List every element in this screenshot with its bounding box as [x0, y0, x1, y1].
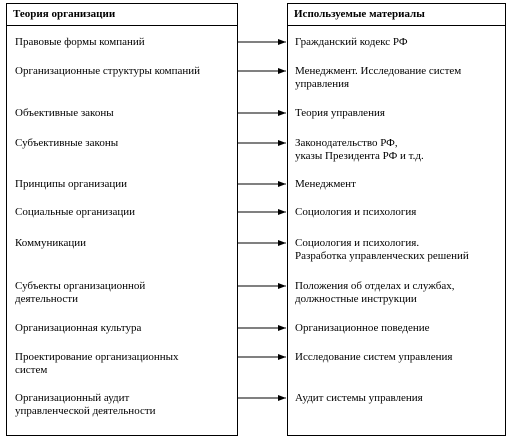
material-item — [295, 36, 501, 49]
theory-item — [15, 65, 233, 78]
material-item-line: Социология и психология. — [295, 237, 420, 249]
theory-item-line: Правовые формы компаний — [15, 36, 145, 48]
material-item-line: Исследование систем управления — [295, 351, 453, 363]
theory-item-line: Объективные законы — [15, 107, 114, 119]
material-item-line: Аудит системы управления — [295, 392, 423, 404]
material-item — [295, 178, 501, 191]
material-item-line: Менеджмент — [295, 178, 356, 190]
material-item — [295, 237, 501, 263]
theory-item-line: систем — [15, 364, 48, 376]
material-item-line: Организационное поведение — [295, 322, 430, 334]
material-item-line: указы Президента РФ и т.д. — [295, 150, 424, 162]
theory-item-line: Принципы организации — [15, 178, 128, 190]
theory-column — [6, 3, 238, 436]
material-item-line: управления — [295, 78, 350, 90]
material-item — [295, 206, 501, 219]
material-item — [295, 322, 501, 335]
material-item — [295, 280, 501, 306]
theory-item-line: Проектирование организационных — [15, 351, 179, 363]
material-item — [295, 137, 501, 163]
material-item-line: Менеджмент. Исследование систем — [295, 65, 462, 77]
material-item-line: Социология и психология — [295, 206, 417, 218]
theory-item — [15, 206, 233, 219]
material-item-line: Положения об отделах и службах, — [295, 280, 455, 292]
materials-column — [287, 3, 506, 436]
theory-item — [15, 36, 233, 49]
material-item — [295, 107, 501, 120]
material-item — [295, 65, 501, 91]
theory-item-line: управленческой деятельности — [15, 405, 156, 417]
theory-item-line: Субъекты организационной — [15, 280, 146, 292]
theory-item — [15, 322, 233, 335]
theory-item-line: Организационные структуры компаний — [15, 65, 201, 77]
theory-item-line: Организационный аудит — [15, 392, 130, 404]
material-item-line: Гражданский кодекс РФ — [295, 36, 408, 48]
material-item-line: Теория управления — [295, 107, 385, 119]
theory-item — [15, 137, 233, 150]
theory-item — [15, 107, 233, 120]
theory-item-line: Социальные организации — [15, 206, 136, 218]
theory-item-line: Организационная культура — [15, 322, 142, 334]
theory-item — [15, 392, 233, 418]
right-column-header: Используемые материалы — [288, 4, 505, 26]
left-column-header: Теория организации — [7, 4, 237, 26]
theory-item — [15, 280, 233, 306]
material-item-line: должностные инструкции — [295, 293, 417, 305]
material-item — [295, 392, 501, 405]
theory-item — [15, 237, 233, 250]
theory-item — [15, 178, 233, 191]
theory-item-line: Коммуникации — [15, 237, 86, 249]
theory-item-line: деятельности — [15, 293, 78, 305]
material-item — [295, 351, 501, 364]
material-item-line: Законодательство РФ, — [295, 137, 398, 149]
theory-item — [15, 351, 233, 377]
material-item-line: Разработка управленческих решений — [295, 250, 469, 262]
theory-item-line: Субъективные законы — [15, 137, 119, 149]
